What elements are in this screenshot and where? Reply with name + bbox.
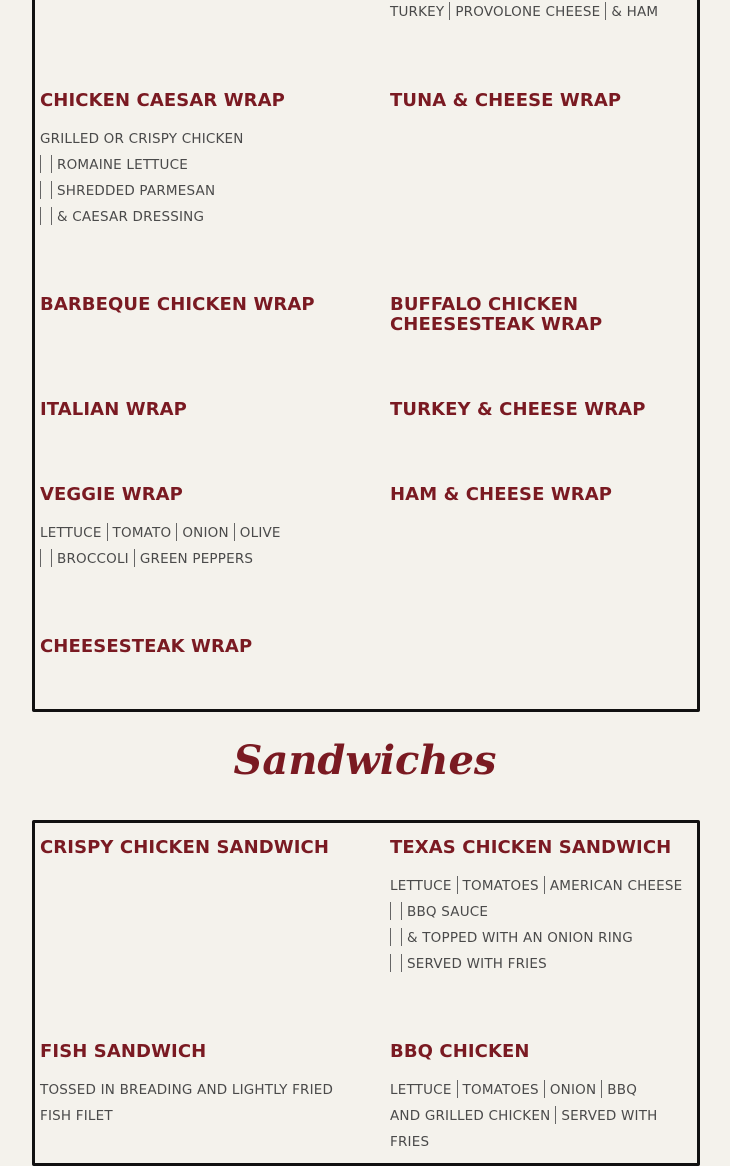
description-line: [390, 925, 695, 951]
menu-item-description: [390, 873, 695, 977]
separator-bar: [234, 523, 235, 541]
menu-item-name: BBQ CHICKEN: [390, 1041, 530, 1062]
ingredient: LETTUCE: [390, 878, 452, 894]
ingredient: SERVED WITH FRIES: [390, 1108, 658, 1150]
menu-item-name: TURKEY & CHEESE WRAP: [390, 399, 646, 420]
ingredient: BBQ: [607, 1082, 638, 1098]
menu-item-tuna-and-cheese-wrap: [390, 91, 690, 111]
ingredient: ONION: [182, 525, 229, 541]
menu-item-chicken-caesar-wrap: [40, 91, 360, 230]
ingredient: AND GRILLED CHICKEN: [390, 1108, 551, 1124]
menu-item-name: FISH SANDWICH: [40, 1041, 207, 1062]
separator-bar: [605, 2, 606, 20]
separator-bar: [401, 954, 402, 972]
menu-item-veggie-wrap: [40, 485, 360, 572]
menu-item-name: HAM & CHEESE WRAP: [390, 484, 613, 505]
ingredient: GREEN PEPPERS: [139, 551, 254, 567]
ingredient: FISH FILET: [40, 1108, 113, 1124]
description-line: [390, 1103, 695, 1155]
ingredient: PROVOLONE CHEESE: [455, 4, 601, 20]
menu-item-texas-chicken-sandwich: [390, 838, 695, 977]
separator-bar: [544, 1080, 545, 1098]
menu-item-name: TEXAS CHICKEN SANDWICH: [390, 837, 672, 858]
description-line: [40, 1103, 370, 1129]
separator-bar: [555, 1106, 556, 1124]
description-line: [40, 520, 360, 546]
ingredient: & TOPPED WITH AN ONION RING: [407, 930, 633, 946]
menu-item-name: TUNA & CHEESE WRAP: [390, 90, 622, 111]
ingredient: & HAM: [611, 4, 659, 20]
separator-bar: [390, 902, 391, 920]
description-line: [40, 546, 360, 572]
separator-bar: [51, 549, 52, 567]
menu-item-name: BARBEQUE CHICKEN WRAP: [40, 294, 315, 315]
ingredient: TOMATOES: [462, 1082, 539, 1098]
ingredient: LETTUCE: [390, 1082, 452, 1098]
menu-item-name: BUFFALO CHICKEN CHEESESTEAK WRAP: [390, 294, 603, 335]
menu-item-name: ITALIAN WRAP: [40, 399, 187, 420]
description-line: [390, 899, 695, 925]
ingredient: TOMATOES: [462, 878, 539, 894]
ingredient: TOSSED IN BREADING AND LIGHTLY FRIED: [40, 1082, 334, 1098]
description-line: [40, 1077, 370, 1103]
separator-bar: [401, 928, 402, 946]
ingredient: SERVED WITH FRIES: [407, 956, 547, 972]
menu-item-crispy-chicken-sandwich: [40, 838, 370, 858]
separator-bar: [449, 2, 450, 20]
description-line: [390, 1077, 695, 1103]
menu-item-bbq-chicken: [390, 1042, 695, 1155]
ingredient: ONION: [549, 1082, 597, 1098]
separator-bar: [107, 523, 108, 541]
ingredient: SHREDDED PARMESAN: [57, 183, 216, 199]
separator-bar: [544, 876, 545, 894]
separator-bar: [457, 1080, 458, 1098]
separator-bar: [601, 1080, 602, 1098]
description-line: [40, 126, 360, 152]
ingredient: OLIVE: [239, 525, 281, 541]
separator-bar: [51, 207, 52, 225]
separator-bar: [390, 928, 391, 946]
separator-bar: [51, 181, 52, 199]
ingredient: BBQ SAUCE: [407, 904, 489, 920]
separator-bar: [390, 954, 391, 972]
menu-item-barbeque-chicken-wrap: [40, 295, 360, 315]
ingredient: AMERICAN CHEESE: [549, 878, 683, 894]
section-title-sandwiches: Sandwiches: [233, 737, 497, 784]
description-line: [40, 204, 360, 230]
separator-bar: [40, 181, 41, 199]
menu-item-name: VEGGIE WRAP: [40, 484, 183, 505]
menu-item-description: [40, 1077, 370, 1129]
description-line: [390, 873, 695, 899]
ingredient: BROCCOLI: [57, 551, 129, 567]
menu-item-description: [40, 126, 360, 230]
wrap-item-description-partial: [390, 2, 658, 22]
separator-bar: [40, 549, 41, 567]
separator-bar: [51, 155, 52, 173]
ingredient: & CAESAR DRESSING: [57, 209, 205, 225]
menu-item-italian-wrap: [40, 400, 360, 420]
menu-item-name: CHICKEN CAESAR WRAP: [40, 90, 285, 111]
separator-bar: [457, 876, 458, 894]
menu-item-name: CRISPY CHICKEN SANDWICH: [40, 837, 330, 858]
menu-item-buffalo-chicken-cheesesteak-wrap: [390, 295, 650, 335]
separator-bar: [401, 902, 402, 920]
ingredient: TURKEY: [390, 4, 445, 20]
ingredient: ROMAINE LETTUCE: [57, 157, 188, 173]
menu-item-description: [390, 1077, 695, 1155]
ingredient: LETTUCE: [40, 525, 102, 541]
menu-item-description: [40, 520, 360, 572]
menu-item-turkey-and-cheese-wrap: [390, 400, 690, 420]
ingredient: GRILLED OR CRISPY CHICKEN: [40, 131, 244, 147]
description-line: [390, 951, 695, 977]
separator-bar: [40, 207, 41, 225]
separator-bar: [40, 155, 41, 173]
menu-item-name: CHEESESTEAK WRAP: [40, 636, 253, 657]
ingredient: TOMATO: [112, 525, 172, 541]
menu-item-fish-sandwich: [40, 1042, 370, 1129]
description-line: [40, 178, 360, 204]
menu-item-cheesesteak-wrap: [40, 637, 360, 657]
separator-bar: [134, 549, 135, 567]
separator-bar: [176, 523, 177, 541]
description-line: [40, 152, 360, 178]
menu-item-ham-and-cheese-wrap: [390, 485, 690, 505]
